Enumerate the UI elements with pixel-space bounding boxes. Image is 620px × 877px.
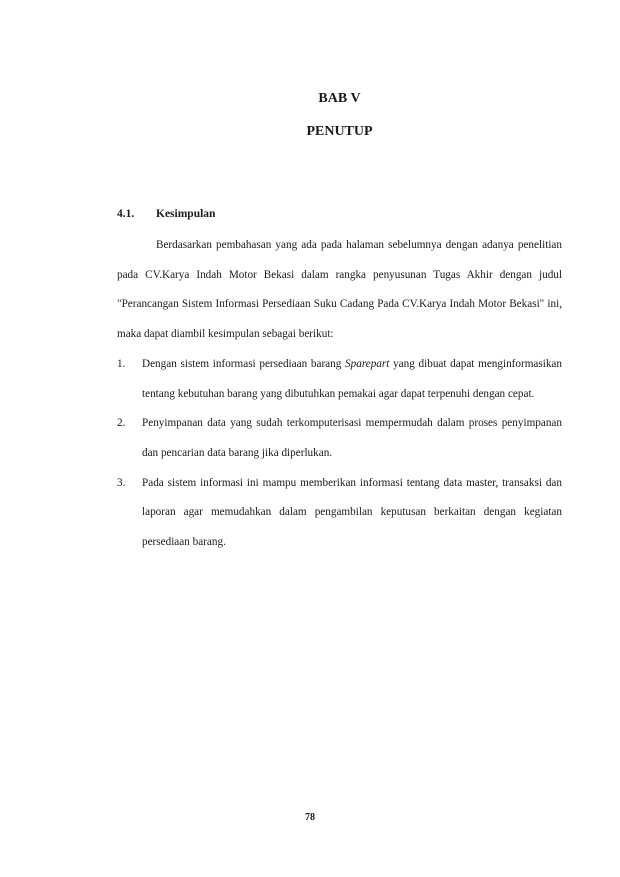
list-marker: 2. xyxy=(117,417,126,430)
conclusion-list xyxy=(117,350,562,558)
list-item-text: Penyimpanan data yang sudah terkomputerisasi mempermudah dalam proses penyimpanan dan pencarian data barang jika diperlukan. xyxy=(142,417,562,459)
list-item xyxy=(117,409,562,468)
list-item-text-end: yang dibuat dapat menginformasikan tentang kebutuhan barang yang dibutuhkan pemakai agar dapat terpenuhi dengan cepat. xyxy=(142,357,562,400)
chapter-number: BAB V xyxy=(318,91,361,106)
chapter-title: PENUTUP xyxy=(306,124,373,139)
section-title: Kesimpulan xyxy=(156,208,216,220)
list-item xyxy=(117,350,562,409)
intro-paragraph: Berdasarkan pembahasan yang ada pada halaman sebelumnya dengan adanya penelitian pada CV.Karya Indah Motor Bekasi dalam rangka penyusunan Tugas Akhir dengan judul "Perancangan Sistem Informasi Persediaan Suku Cadang Pada CV.Karya Indah Motor Bekasi" ini, maka dapat diambil kesimpulan sebagai berikut: xyxy=(117,239,562,341)
list-item-text: Pada sistem informasi ini mampu memberikan informasi tentang data master, transaksi dan laporan agar memudahkan dalam pengambilan keputusan berkaitan dengan kegiatan persediaan barang. xyxy=(142,476,562,549)
list-marker: 3. xyxy=(117,476,126,489)
list-item xyxy=(117,469,562,558)
body-text xyxy=(117,231,562,558)
page-number: 78 xyxy=(305,812,315,823)
list-item-italic-term: Sparepart xyxy=(345,357,390,370)
section-number: 4.1. xyxy=(117,208,135,220)
list-item-text-start: Dengan sistem informasi persediaan barang xyxy=(142,357,346,370)
list-marker: 1. xyxy=(117,357,126,370)
